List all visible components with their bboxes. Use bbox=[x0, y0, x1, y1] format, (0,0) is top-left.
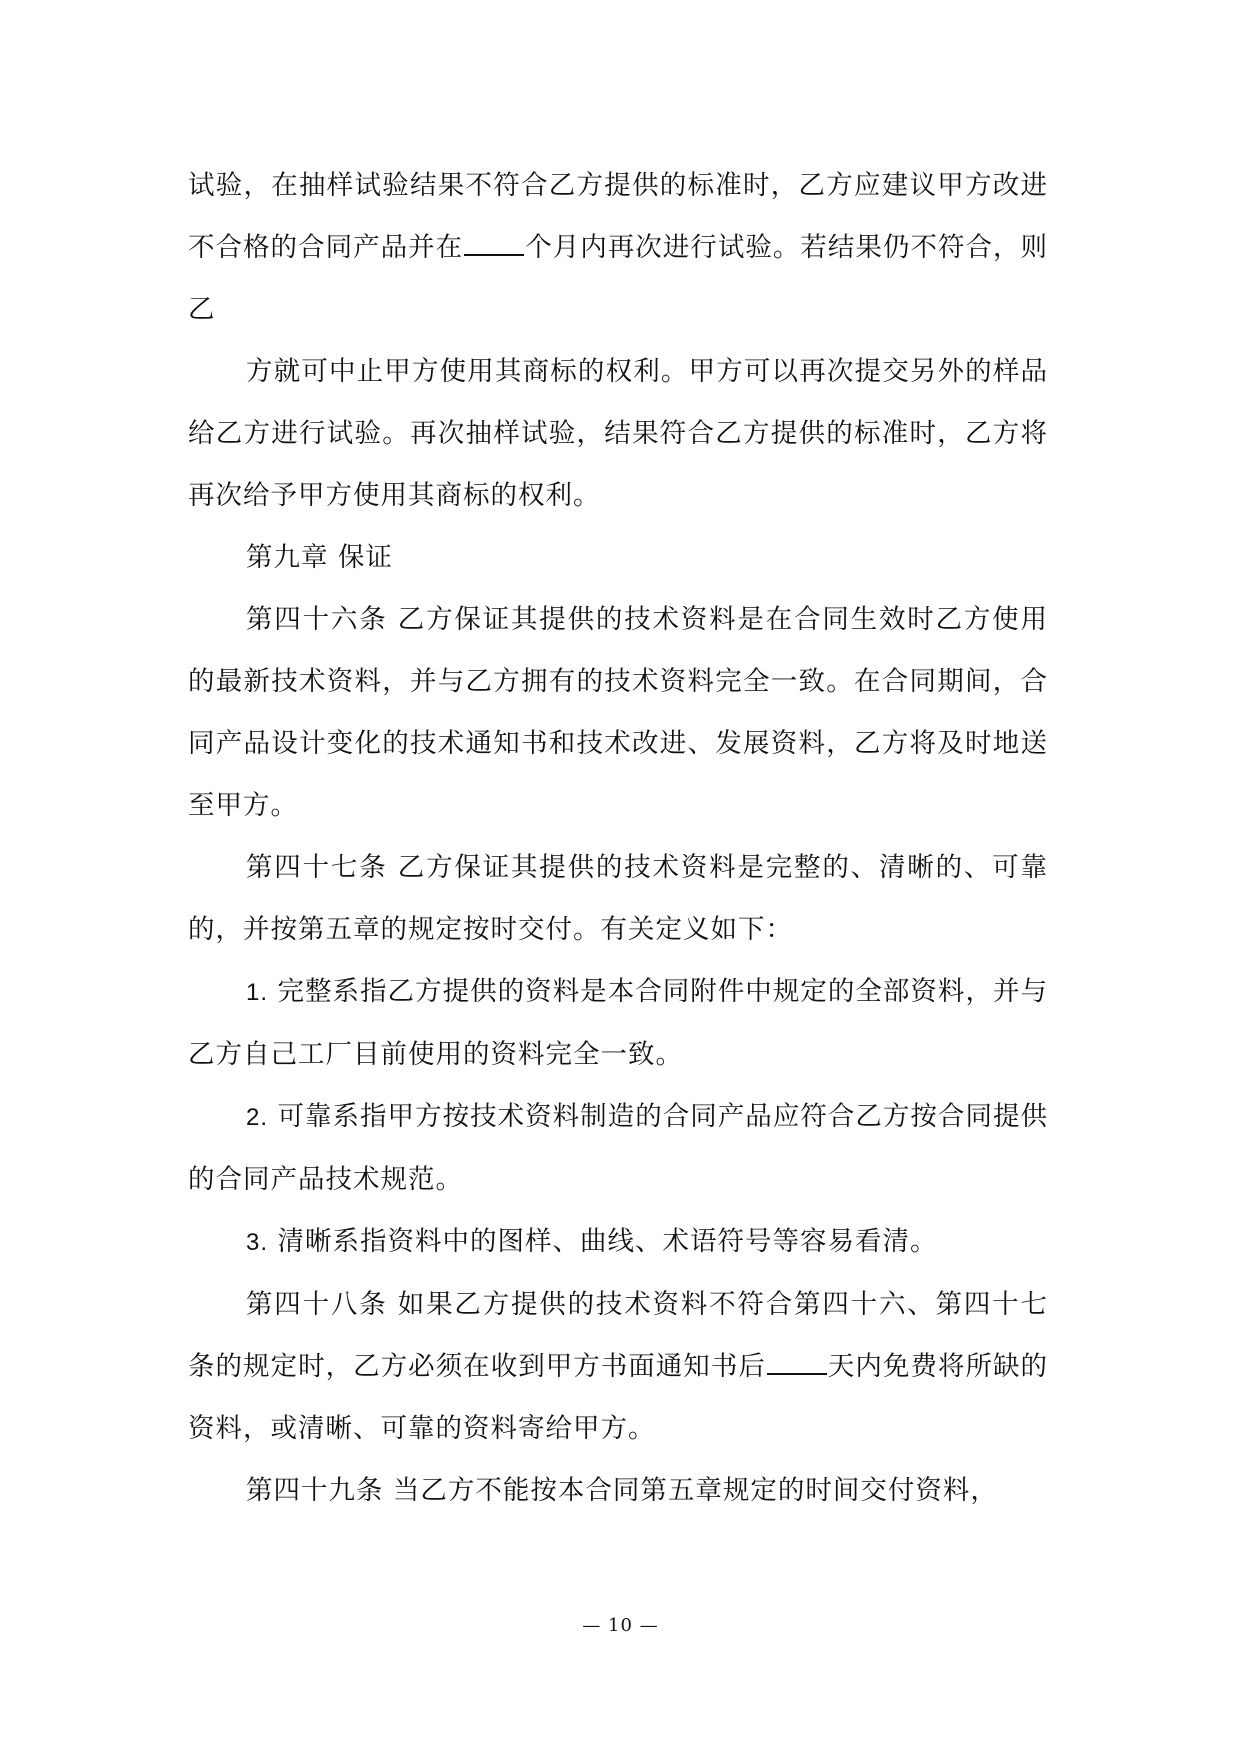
article-text: 第四十九条 当乙方不能按本合同第五章规定的时间交付资料， bbox=[246, 1475, 998, 1506]
list-item-text: 清晰系指资料中的图样、曲线、术语符号等容易看清。 bbox=[277, 1226, 938, 1257]
paragraph-text: 试验，在抽样试验结果不符合乙方提供的标准时，乙方应建议甲方改进不合格的合同产品并在 bbox=[188, 170, 1048, 263]
article-49 bbox=[188, 1460, 1048, 1522]
list-item-text: 完整系指乙方提供的资料是本合同附件中规定的全部资料，并与乙方自己工厂目前使用的资料完全一致。 bbox=[188, 976, 1048, 1070]
article-text: 天内免费将所缺的资料，或清晰、可靠的资料寄给甲方。 bbox=[188, 1351, 1049, 1444]
list-item-complete bbox=[188, 961, 1048, 1086]
fill-in-blank bbox=[767, 1351, 827, 1375]
article-48 bbox=[188, 1274, 1048, 1460]
article-46 bbox=[188, 589, 1048, 837]
fill-in-blank bbox=[464, 232, 524, 256]
chapter-title: 第九章 保证 bbox=[246, 542, 393, 573]
list-item-number: 2. bbox=[246, 1104, 269, 1131]
chapter-heading bbox=[188, 527, 1048, 589]
list-item-number: 1. bbox=[246, 979, 269, 1006]
article-text: 第四十八条 如果乙方提供的技术资料不符合第四十六、第四十七条的规定时，乙方必须在收到甲方书面通知书后 bbox=[188, 1289, 1048, 1382]
paragraph-text: 个月内再次进行试验。若结果仍不符合，则乙 bbox=[188, 232, 1049, 325]
article-47 bbox=[188, 837, 1048, 961]
paragraph-text: 方就可中止甲方使用其商标的权利。甲方可以再次提交另外的样品给乙方进行试验。再次抽样试验，结果符合乙方提供的标准时，乙方将再次给予甲方使用其商标的权利。 bbox=[188, 356, 1048, 511]
page-number: — 10 — bbox=[582, 1615, 659, 1636]
article-text: 第四十六条 乙方保证其提供的技术资料是在合同生效时乙方使用的最新技术资料，并与乙方拥有的技术资料完全一致。在合同期间，合同产品设计变化的技术通知书和技术改进、发展资料，乙方将及时地送至甲方。 bbox=[188, 604, 1048, 821]
paragraph-trial-result bbox=[188, 155, 1048, 341]
list-item-clear bbox=[188, 1211, 1048, 1274]
list-item-reliable bbox=[188, 1086, 1048, 1211]
paragraph-trademark-rights bbox=[188, 341, 1048, 527]
article-text: 第四十七条 乙方保证其提供的技术资料是完整的、清晰的、可靠的，并按第五章的规定按时交付。有关定义如下： bbox=[188, 852, 1048, 945]
document-body bbox=[188, 155, 1048, 1522]
list-item-number: 3. bbox=[246, 1229, 269, 1256]
list-item-text: 可靠系指甲方按技术资料制造的合同产品应符合乙方按合同提供的合同产品技术规范。 bbox=[188, 1101, 1048, 1195]
